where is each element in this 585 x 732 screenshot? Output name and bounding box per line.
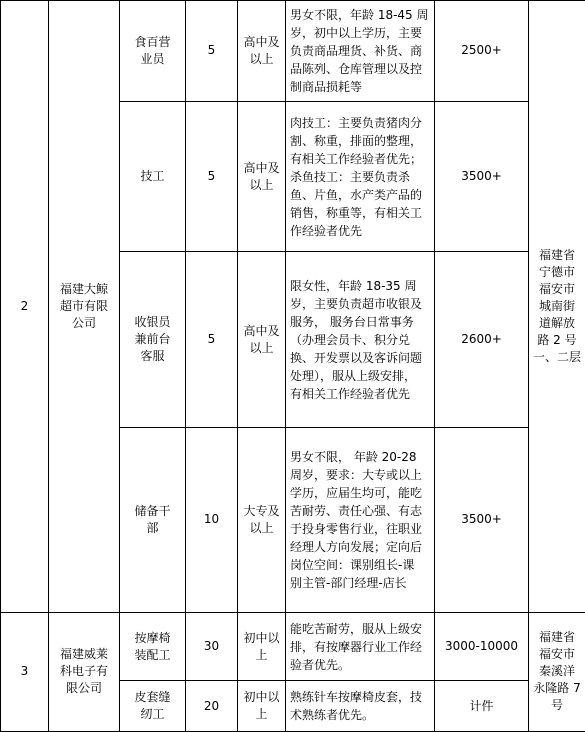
job-education: 大专及 以上	[238, 428, 286, 613]
job-requirements: 能吃苦耐劳，服从上级安 排，有按摩器行业工作经 验者优先。	[286, 612, 435, 681]
company-address: 福建省 宁德市 福安市 城南街 道解放 路 2 号 一、二层	[529, 1, 585, 613]
job-salary: 3500+	[435, 428, 529, 613]
table-row	[1, 612, 585, 681]
table-row	[1, 1, 585, 102]
job-salary: 3000-10000	[435, 612, 529, 681]
job-requirements: 男女不限， 年龄 20-28 周岁，要求：大专或以上 学历，应届生均可，能吃 苦耐劳、责任心强、有志 于投身零售行业，往职业 经理人方向发展；定向后 岗位空间：课别组长-课 别主管-部门经理-店长	[286, 428, 435, 613]
job-count: 5	[186, 1, 238, 102]
job-education: 高中及 以上	[238, 1, 286, 102]
job-position: 技工	[120, 101, 186, 251]
row-index: 3	[1, 612, 49, 731]
job-salary: 3500+	[435, 101, 529, 251]
job-education: 高中及 以上	[238, 101, 286, 251]
job-education: 初中以 上	[238, 681, 286, 732]
job-salary: 2500+	[435, 1, 529, 102]
job-position: 食百营 业员	[120, 1, 186, 102]
job-position: 收银员 兼前台 客服	[120, 252, 186, 428]
job-count: 20	[186, 681, 238, 732]
job-count: 5	[186, 252, 238, 428]
job-position: 按摩椅 装配工	[120, 612, 186, 681]
job-position: 储备干 部	[120, 428, 186, 613]
company-name: 福建大鲸 超市有限 公司	[49, 1, 120, 613]
job-education: 初中以 上	[238, 612, 286, 681]
job-position: 皮套缝 纫工	[120, 681, 186, 732]
job-requirements: 肉技工：主要负责猪肉分 割、称重，排面的整理， 有相关工作经验者优先； 杀鱼技工：主要负责杀 鱼、片鱼，水产类产品的 销售，称重等，有相关工 作经验者优先	[286, 101, 435, 251]
job-requirements: 限女性，年龄 18-35 周 岁，主要负责超市收银及 服务， 服务台日常事务 （办理会员卡、积分兑 换、开发票以及客诉问题 处理），服从上级安排， 有相关工作经验者优先	[286, 252, 435, 428]
row-index: 2	[1, 1, 49, 613]
job-requirements: 熟练针车按摩椅皮套，技 术熟练者优先。	[286, 681, 435, 732]
company-name: 福建威莱 科电子有 限公司	[49, 612, 120, 731]
job-salary: 计件	[435, 681, 529, 732]
company-address: 福建省 福安市 秦溪洋 永隆路 7 号	[529, 612, 585, 731]
job-count: 30	[186, 612, 238, 681]
job-count: 10	[186, 428, 238, 613]
job-salary: 2600+	[435, 252, 529, 428]
job-count: 5	[186, 101, 238, 251]
job-requirements: 男女不限，年龄 18-45 周 岁，初中以上学历，主要 负责商品理货、补货、商 品陈列、仓库管理以及控 制商品损耗等	[286, 1, 435, 102]
job-education: 高中及 以上	[238, 252, 286, 428]
